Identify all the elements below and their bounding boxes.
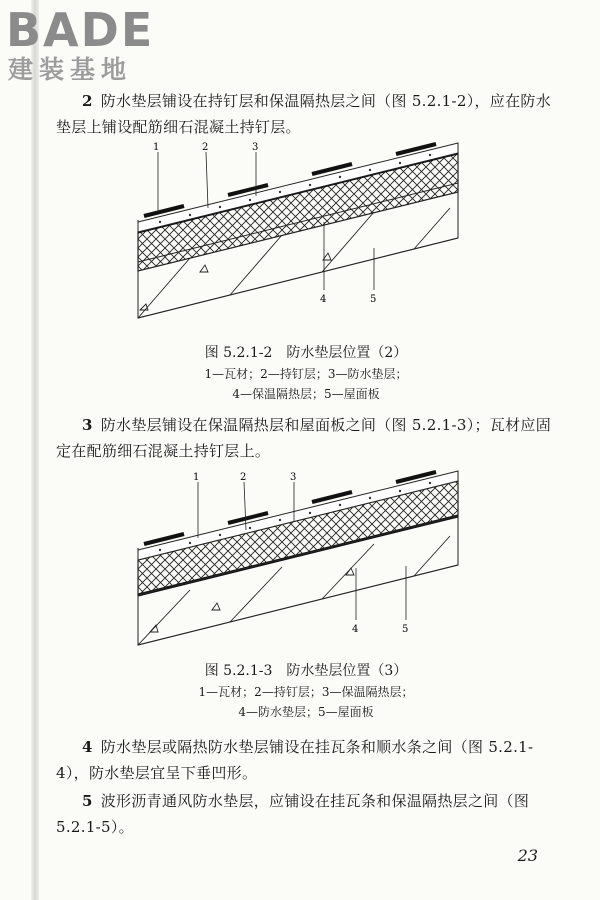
callout-2: 2 (240, 472, 247, 483)
figure-5-2-1-3-diagram (120, 470, 480, 655)
figure-5-2-1-3-caption (56, 660, 556, 722)
figure-title: 图 5.2.1-2 防水垫层位置（2） (204, 345, 408, 361)
book-spine-shadow (31, 0, 39, 900)
callout-1: 1 (153, 142, 160, 153)
figure-5-2-1-2-diagram (120, 140, 480, 325)
logo-brand: BADE (6, 3, 155, 57)
paragraph-text: 防水垫层铺设在保温隔热层和屋面板之间（图 5.2.1-3）；瓦材应固定在配筋细石混凝土持钉层上。 (56, 416, 551, 460)
page-number: 23 (517, 846, 538, 865)
figure-legend-line-2: 4—防水垫层；5—屋面板 (238, 705, 374, 719)
paragraph-2 (56, 88, 556, 140)
paragraph-number: 2 (82, 92, 93, 110)
figure-title: 图 5.2.1-3 防水垫层位置（3） (204, 663, 408, 679)
paragraph-number: 4 (82, 738, 93, 756)
figure-5-2-1-2-caption (56, 342, 556, 404)
paragraph-text: 波形沥青通风防水垫层，应铺设在挂瓦条和保温隔热层之间（图 5.2.1-5）。 (56, 792, 530, 836)
figure-legend-line-1: 1—瓦材；2—持钉层；3—保温隔热层； (198, 685, 414, 699)
paragraph-4 (56, 734, 556, 786)
bade-logo (6, 3, 178, 88)
callout-3: 3 (252, 142, 259, 153)
figure-legend-line-1: 1—瓦材；2—持钉层；3—防水垫层； (204, 367, 408, 381)
callout-4: 4 (320, 294, 327, 305)
paragraph-text: 防水垫层或隔热防水垫层铺设在挂瓦条和顺水条之间（图 5.2.1-4），防水垫层宜呈下垂凹形。 (56, 738, 534, 782)
callout-2: 2 (202, 142, 209, 153)
logo-subtitle: 建装基地 (8, 55, 133, 84)
figure-legend-line-2: 4—保温隔热层；5—屋面板 (232, 387, 380, 401)
callout-1: 1 (193, 472, 200, 483)
paragraph-number: 3 (82, 416, 93, 434)
paragraph-3 (56, 412, 556, 464)
callout-5: 5 (370, 294, 377, 305)
callout-4: 4 (352, 624, 359, 635)
callout-3: 3 (290, 472, 297, 483)
callout-5: 5 (402, 624, 409, 635)
paragraph-number: 5 (82, 792, 93, 810)
paragraph-text: 防水垫层铺设在持钉层和保温隔热层之间（图 5.2.1-2），应在防水垫层上铺设配筋细石混凝土持钉层。 (56, 92, 551, 136)
paragraph-5 (56, 788, 556, 840)
